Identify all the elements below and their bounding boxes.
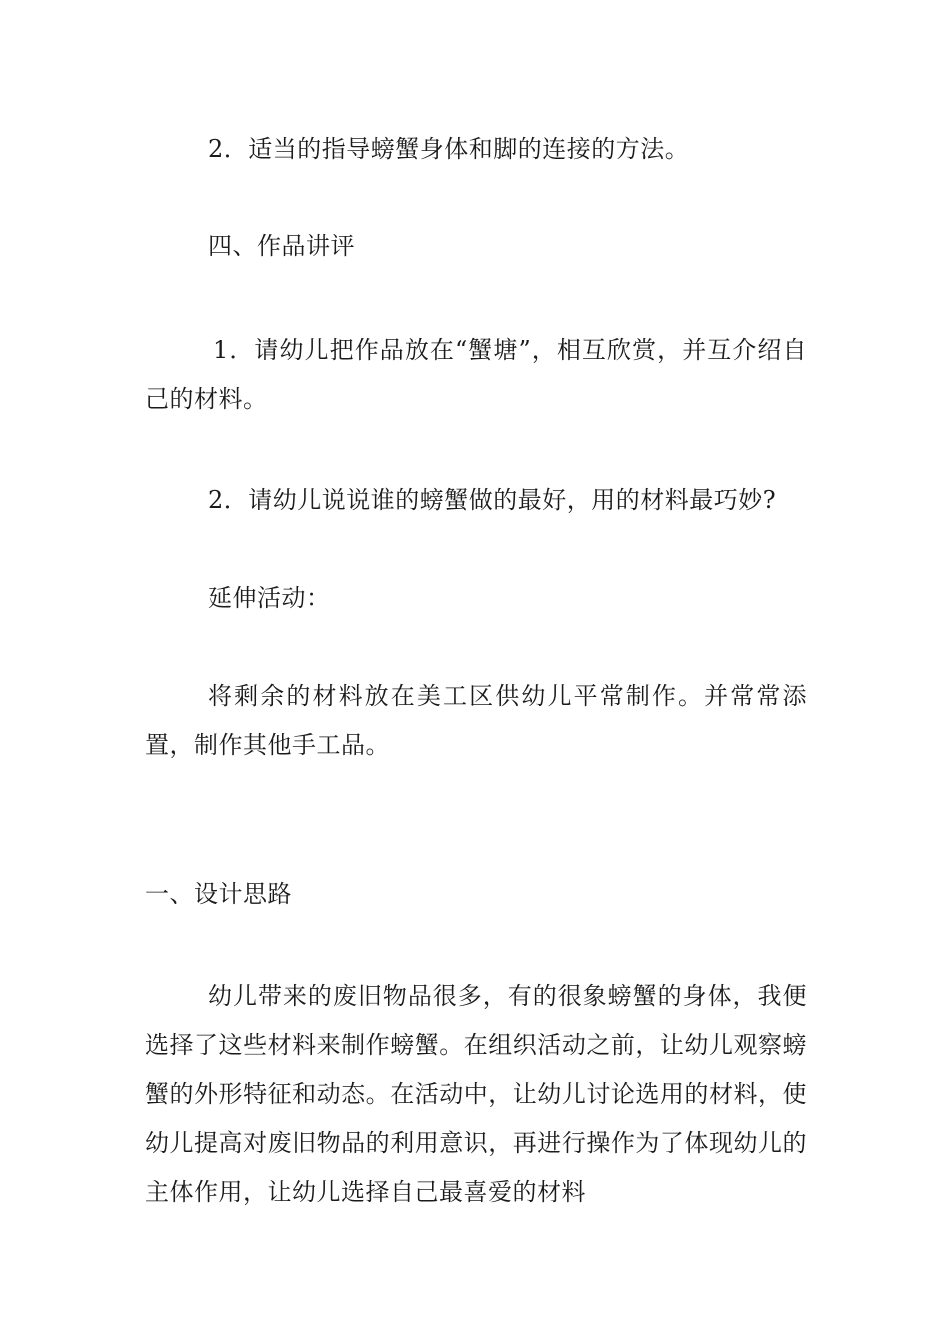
paragraph-step-1-display: 1．请幼儿把作品放在“蟹塘”，相互欣赏，并互介绍自己的材料。 — [145, 336, 807, 413]
section-heading-design-idea: 一、设计思路 — [145, 880, 292, 908]
paragraph-step-2-discussion: 2．请幼儿说说谁的螃蟹做的最好，用的材料最巧妙? — [208, 486, 777, 514]
paragraph-step-2-guidance: 2．适当的指导螃蟹身体和脚的连接的方法。 — [208, 135, 690, 163]
paragraph-extension-content: 将剩余的材料放在美工区供幼儿平常制作。并常常添置，制作其他手工品。 — [145, 682, 807, 759]
section-heading-extension-activity: 延伸活动： — [208, 584, 331, 612]
paragraph-design-idea-content: 幼儿带来的废旧物品很多，有的很象螃蟹的身体，我便选择了这些材料来制作螃蟹。在组织活动之前，让幼儿观察螃蟹的外形特征和动态。在活动中，让幼儿讨论选用的材料，使幼儿提高对废旧物品的利用意识，再进行操作为了体现幼儿的主体作用，让幼儿选择自己最喜爱的材料 — [145, 982, 807, 1206]
section-heading-work-review: 四、作品讲评 — [208, 232, 355, 260]
